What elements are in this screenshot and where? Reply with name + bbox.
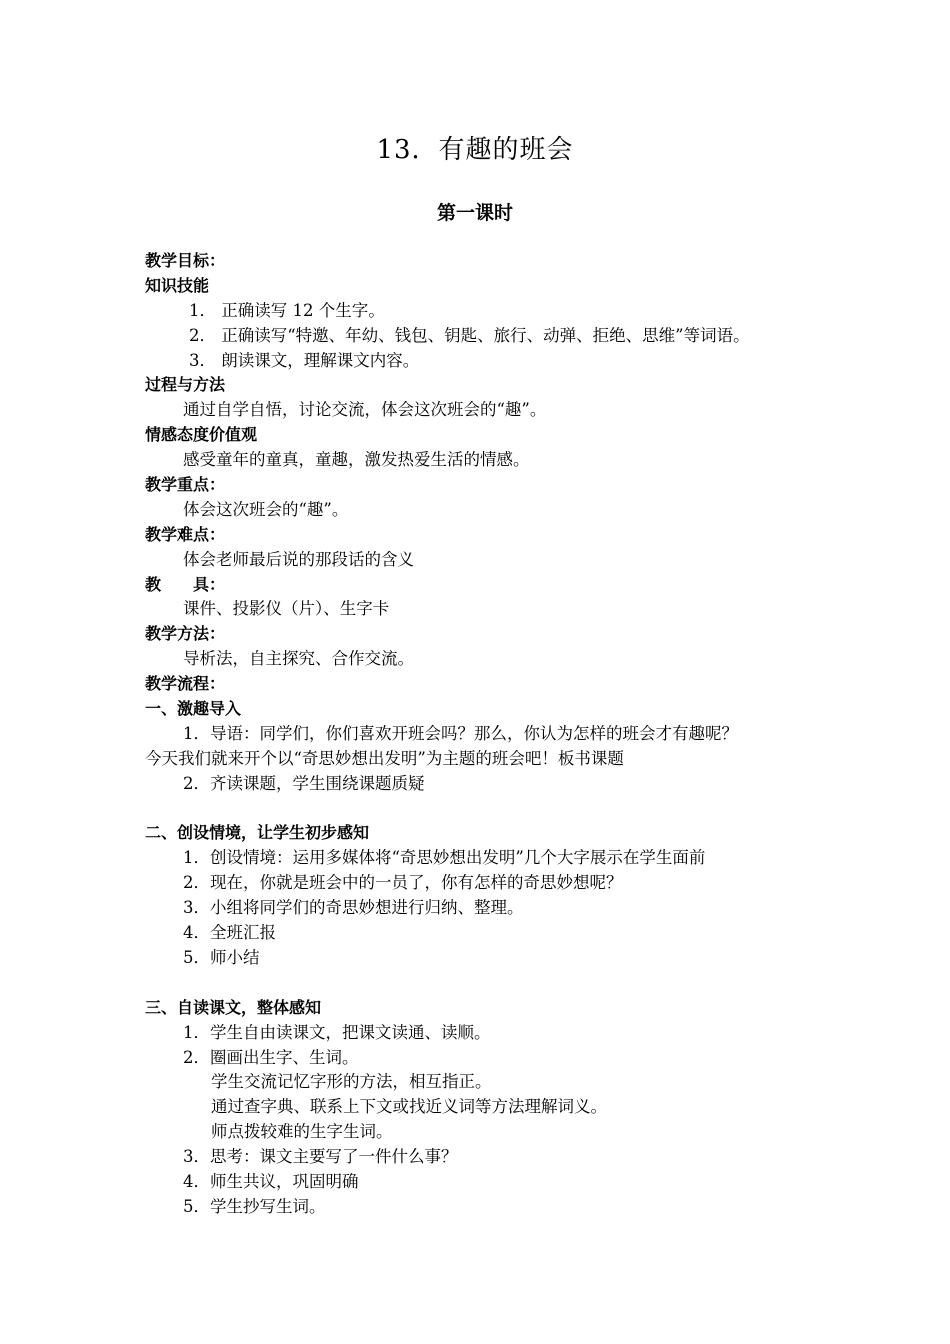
part2-item-4: 4．全班汇报 xyxy=(183,923,276,943)
part2-item-1: 1．创设情境：运用多媒体将“奇思妙想出发明”几个大字展示在学生面前 xyxy=(183,848,706,868)
lesson-subtitle: 第一课时 xyxy=(436,202,513,224)
part2-item-2: 2．现在，你就是班会中的一员了，你有怎样的奇思妙想呢？ xyxy=(183,873,623,893)
part3-item-4: 4．师生共议，巩固明确 xyxy=(183,1171,359,1191)
flow-heading: 教学流程： xyxy=(145,674,226,694)
spacer xyxy=(145,971,825,996)
key-point-heading: 教学重点： xyxy=(145,475,226,495)
part3-item-2: 2．圈画出生字、生词。 xyxy=(183,1047,359,1067)
goals-heading: 教学目标： xyxy=(145,251,226,270)
knowledge-item-2: 2． 正确读写“特邀、年幼、钱包、钥匙、旅行、动弹、拒绝、思维”等词语。 xyxy=(189,325,750,345)
part3-heading: 三、自读课文，整体感知 xyxy=(145,997,322,1017)
knowledge-heading: 知识技能 xyxy=(145,275,210,295)
method-heading: 教学方法： xyxy=(145,624,226,644)
tools-text: 课件、投影仪（片）、生字卡 xyxy=(183,599,390,619)
knowledge-item-1: 1． 正确读写 12 个生字。 xyxy=(189,300,385,320)
part2-item-3: 3．小组将同学们的奇思妙想进行归纳、整理。 xyxy=(183,898,524,918)
part1-item-2: 2．齐读课题，学生围绕课题质疑 xyxy=(183,773,425,793)
knowledge-item-3: 3． 朗读课文，理解课文内容。 xyxy=(189,350,420,370)
part3-item-5: 5．学生抄写生词。 xyxy=(183,1196,326,1216)
document-title: 13．有趣的班会 xyxy=(376,135,574,165)
emotion-text: 感受童年的童真，童趣，激发热爱生活的情感。 xyxy=(183,450,530,470)
spacer xyxy=(145,797,825,822)
process-heading: 过程与方法 xyxy=(145,375,226,395)
part1-item-1-continued: 今天我们就来开个以“奇思妙想出发明”为主题的班会吧！板书课题 xyxy=(145,748,624,768)
part2-item-5: 5．师小结 xyxy=(183,947,260,967)
part1-item-1: 1．导语：同学们，你们喜欢开班会吗？那么，你认为怎样的班会才有趣呢？ xyxy=(183,723,738,743)
part3-item-3: 3．思考：课文主要写了一件什么事？ xyxy=(183,1147,458,1167)
part3-item-1: 1．学生自由读课文，把课文读通、读顺。 xyxy=(183,1022,491,1042)
part3-subitem-1: 学生交流记忆字形的方法，相互指正。 xyxy=(211,1072,492,1092)
key-point-text: 体会这次班会的“趣”。 xyxy=(183,499,349,519)
part3-subitem-2: 通过查字典、联系上下文或找近义词等方法理解词义。 xyxy=(211,1097,607,1117)
process-text: 通过自学自悟，讨论交流，体会这次班会的“趣”。 xyxy=(183,400,547,420)
document-body xyxy=(145,249,825,1220)
tools-heading: 教 具： xyxy=(145,574,226,594)
method-text: 导析法，自主探究、合作交流。 xyxy=(183,649,414,669)
emotion-heading: 情感态度价值观 xyxy=(145,425,258,445)
part2-heading: 二、创设情境，让学生初步感知 xyxy=(145,823,370,843)
part3-subitem-3: 师点拨较难的生字生词。 xyxy=(211,1122,393,1142)
part1-heading: 一、激趣导入 xyxy=(145,699,242,719)
difficulty-text: 体会老师最后说的那段话的含义 xyxy=(183,549,414,569)
difficulty-heading: 教学难点： xyxy=(145,524,226,544)
